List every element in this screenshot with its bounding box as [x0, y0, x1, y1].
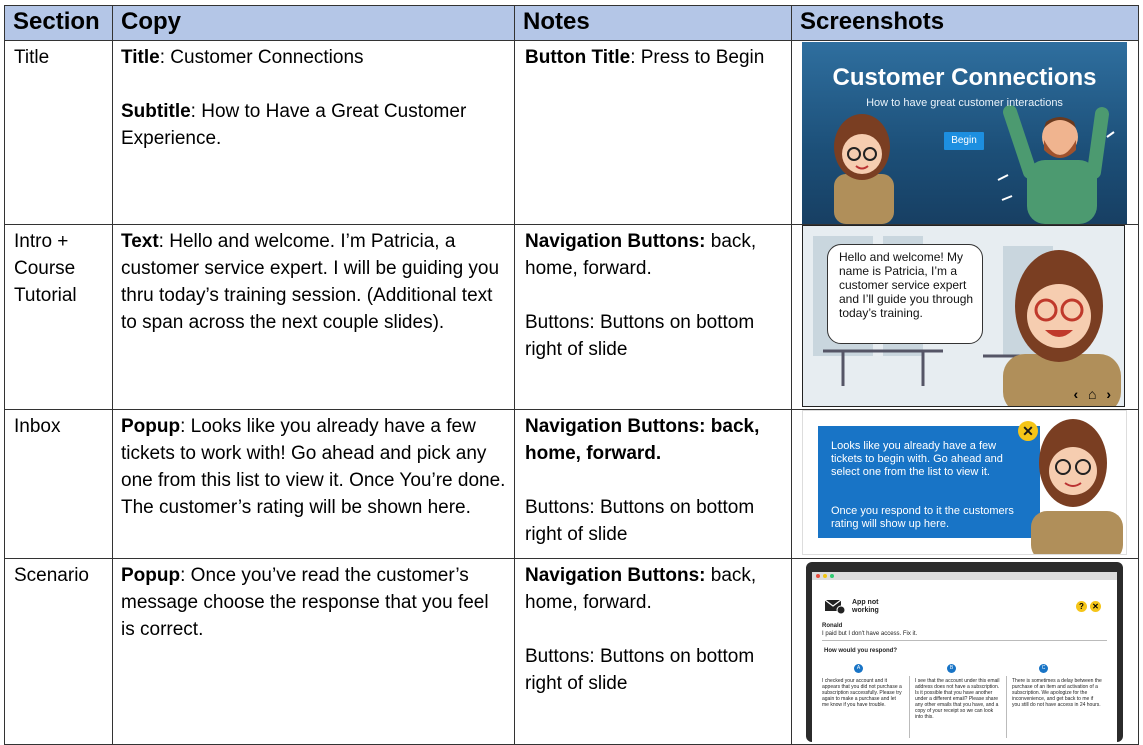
section-cell: Title	[5, 41, 113, 225]
ticket-message: I paid but I don't have access. Fix it.	[822, 631, 918, 637]
content-table	[4, 5, 1139, 745]
title-slide-screenshot	[802, 42, 1127, 224]
response-a-text[interactable]: I checked your account and it appears that you did not purchase a subscription successfully. Please try again to make a purchase and let me know if you have trouble.	[822, 678, 902, 708]
slide-nav-buttons[interactable]: ‹ ⌂ ›	[1073, 386, 1114, 402]
ticket-sender: Ronald	[822, 623, 843, 629]
notes-cell: Navigation Buttons: back, home, forward. Buttons: Buttons on bottom right of slide	[515, 559, 792, 745]
section-cell: Inbox	[5, 410, 113, 559]
table-row	[5, 41, 1139, 225]
response-question: How would you respond?	[824, 648, 897, 654]
option-b-button[interactable]: B	[947, 664, 956, 673]
window-close-dot	[816, 574, 820, 578]
option-c-button[interactable]: C	[1039, 664, 1048, 673]
mail-icon	[824, 598, 846, 614]
window-bar	[812, 572, 1117, 580]
screenshot-cell	[792, 559, 1139, 745]
copy-cell: Text: Hello and welcome. I’m Patricia, a customer service expert. I will be guiding you thru today’s training session. (Additional text to span across the next couple slides).	[113, 225, 515, 410]
response-c-text[interactable]: There is sometimes a delay between the purchase of an item and activation of a subscription. We apologize for the inconvenience, and get back to me if you still do not have access in 24 hours.	[1012, 678, 1102, 708]
begin-button[interactable]: Begin	[944, 132, 984, 150]
patricia-character	[834, 114, 894, 224]
cheering-man-character	[1010, 112, 1102, 224]
screenshot-cell	[792, 225, 1139, 410]
divider	[822, 640, 1107, 641]
screenshot-cell	[792, 410, 1139, 559]
speech-bubble: Hello and welcome! My name is Patricia, I’m a customer service expert and I’ll guide you through today’s training.	[827, 244, 983, 344]
help-icon[interactable]: ?	[1076, 601, 1087, 612]
slide-title: Customer Connections	[832, 64, 1097, 91]
notes-cell: Navigation Buttons: back, home, forward. Buttons: Buttons on bottom right of slide	[515, 225, 792, 410]
section-cell: Scenario	[5, 559, 113, 745]
intro-slide-screenshot	[802, 225, 1125, 407]
divider	[1006, 676, 1007, 738]
option-a-button[interactable]: A	[854, 664, 863, 673]
popup-text-2: Once you respond to it the customers rating will show up here.	[831, 505, 1014, 530]
window-minimize-dot	[823, 574, 827, 578]
header-screenshots: Screenshots	[792, 6, 1139, 41]
close-icon[interactable]: ✕	[1090, 601, 1101, 612]
ticket-subject: App not working	[852, 599, 879, 614]
table-row	[5, 225, 1139, 410]
header-row	[5, 6, 1139, 41]
notes-cell: Navigation Buttons: back, home, forward. Buttons: Buttons on bottom right of slide	[515, 410, 792, 559]
table-row	[5, 559, 1139, 745]
copy-cell: Title: Customer Connections Subtitle: How to Have a Great Customer Experience.	[113, 41, 515, 225]
header-copy: Copy	[113, 6, 515, 41]
slide-subtitle: How to have great customer interactions	[866, 97, 1063, 109]
patricia-character	[803, 411, 1127, 555]
copy-cell: Popup: Once you’ve read the customer’s message choose the response that you feel is correct.	[113, 559, 515, 745]
table-row	[5, 410, 1139, 559]
divider	[909, 676, 910, 738]
response-b-text[interactable]: I see that the account under this email address does not have a subscription. Is it possible that you have another under a different email? Please share any other emails that you have, and a copy of your receipt so we can look into this.	[915, 678, 1000, 720]
window-maximize-dot	[830, 574, 834, 578]
header-notes: Notes	[515, 6, 792, 41]
close-icon[interactable]: ✕	[1018, 421, 1038, 441]
header-section: Section	[5, 6, 113, 41]
screenshot-cell	[792, 41, 1139, 225]
laptop-screen	[812, 572, 1117, 742]
popup-text-1: Looks like you already have a few tickets to begin with. Go ahead and select one from the list to view it.	[831, 440, 1003, 478]
inbox-slide-screenshot	[802, 410, 1127, 555]
copy-cell: Popup: Looks like you already have a few tickets to work with! Go ahead and pick any one from this list to view it. Once You’re done. The customer’s rating will be shown here.	[113, 410, 515, 559]
scenario-slide-screenshot	[806, 562, 1123, 742]
section-cell: Intro + Course Tutorial	[5, 225, 113, 410]
notes-cell: Button Title: Press to Begin	[515, 41, 792, 225]
